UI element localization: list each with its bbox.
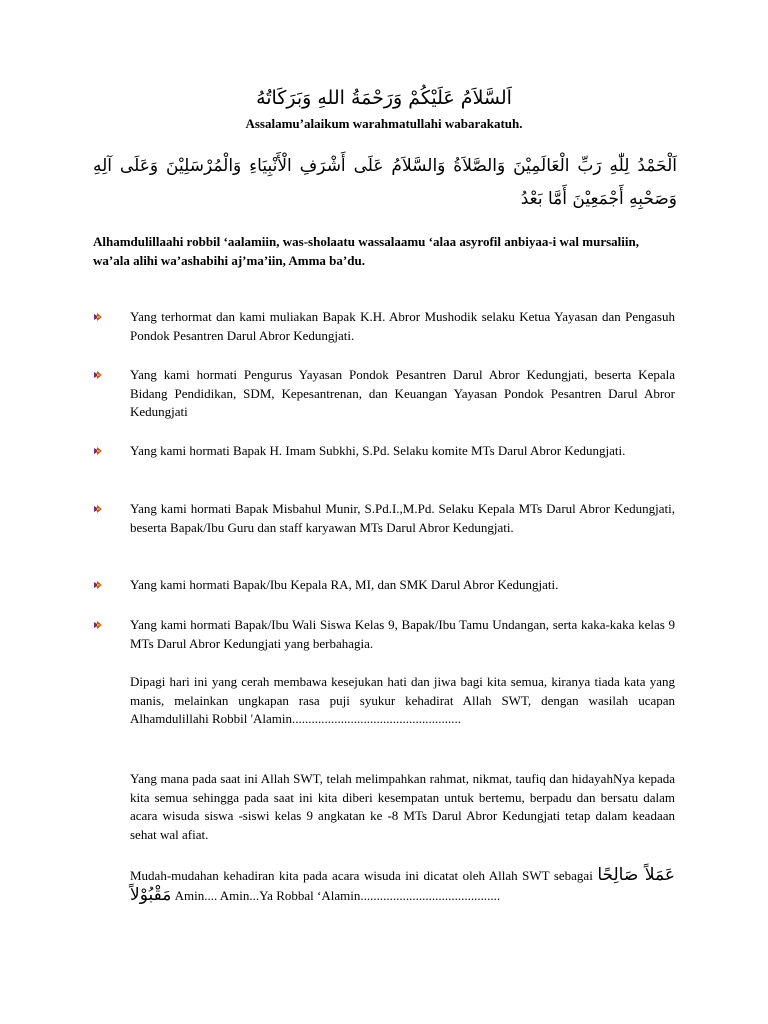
list-item-text: Yang kami hormati Pengurus Yayasan Pondok Pesantren Darul Abror Kedungjati, beserta Kepala Bidang Pendidikan, SDM, Kepesantrenan, dan Keuangan Yayasan Pondok Pesantren Darul Abror Kedungjati xyxy=(130,367,675,419)
list-item-text: Yang kami hormati Bapak H. Imam Subkhi, S.Pd. Selaku komite MTs Darul Abror Kedungjati. xyxy=(130,443,626,458)
list-item-text: Yang kami hormati Bapak/Ibu Kepala RA, MI, dan SMK Darul Abror Kedungjati. xyxy=(130,577,559,592)
opening-arabic: اَلْحَمْدُ لِلّٰهِ رَبِّ الْعَالَمِيْنَ وَالصَّلاَةُ وَالسَّلاَمُ عَلَى أَشْرَفِ الْأَنْبِيَاءِ وَالْمُرْسَلِيْنَ وَعَلَى آلِهِ وَصَحْبِهِ أَجْمَعِيْنَ أَمَّا بَعْدُ xyxy=(93,156,677,209)
prayer-text-end: Amin.... Amin...Ya Robbal ‘Alamin........................................... xyxy=(174,887,501,903)
arrow-bullet-icon xyxy=(93,446,103,456)
list-item-text: Yang kami hormati Bapak/Ibu Wali Siswa Kelas 9, Bapak/Ibu Tamu Undangan, serta kaka-kaka kelas 9 MTs Darul Abror Kedungjati yang berbahagia. xyxy=(130,617,675,651)
paragraph-prayer xyxy=(130,866,675,905)
list-item-text: Yang terhormat dan kami muliakan Bapak K.H. Abror Mushodik selaku Ketua Yayasan dan Pengasuh Pondok Pesantren Darul Abror Kedungjati. xyxy=(130,309,675,343)
prayer-text-start: Mudah-mudahan kehadiran kita pada acara wisuda ini dicatat oleh Allah SWT sebagai xyxy=(130,868,593,883)
arrow-bullet-icon xyxy=(93,370,103,380)
paragraph-blessing: Yang mana pada saat ini Allah SWT, telah melimpahkan rahmat, nikmat, taufiq dan hidayahNya kepada kita semua sehingga pada saat ini kita diberi kesempatan untuk bertemu, berpadu dan bersatu dalam acara wisuda siswa -siswi kelas 9 angkatan ke -8 MTs Darul Abror Kedungjati tetap dalam keadaan sehat wal afiat. xyxy=(130,771,675,842)
arrow-bullet-icon xyxy=(93,580,103,590)
list-item-text: Yang kami hormati Bapak Misbahul Munir, S.Pd.I.,M.Pd. Selaku Kepala MTs Darul Abror Kedungjati, beserta Bapak/Ibu Guru dan staff karyawan MTs Darul Abror Kedungjati. xyxy=(130,501,675,535)
arrow-bullet-icon xyxy=(93,312,103,322)
greeting-latin: Assalamu’alaikum warahmatullahi wabarakatuh. xyxy=(245,116,523,131)
paragraph-gratitude: Dipagi hari ini yang cerah membawa kesejukan hati dan jiwa bagi kita semua, kiranya tiada kata yang manis, melainkan ungkapan rasa puji syukur kehadirat Allah SWT, dengan wasilah ucapan Alhamdulillahi Robbil 'Alamin.................................................... xyxy=(130,674,675,726)
arrow-bullet-icon xyxy=(93,620,103,630)
prayer-arabic: عَمَلاً صَالِحًا مَقْبُوْلاً xyxy=(130,865,676,905)
arrow-bullet-icon xyxy=(93,504,103,514)
opening-latin: Alhamdulillaahi robbil ‘aalamiin, was-sholaatu wassalaamu ‘alaa asyrofil anbiyaa-i wal mursaliin, wa’ala alihi wa’ashabihi aj’ma’iin, Amma ba’du. xyxy=(93,234,639,268)
greeting-arabic: اَلسَّلاَمُ عَلَيْكُمْ وَرَحْمَةُ اللهِ وَبَرَكَاتُهُ xyxy=(256,87,512,109)
